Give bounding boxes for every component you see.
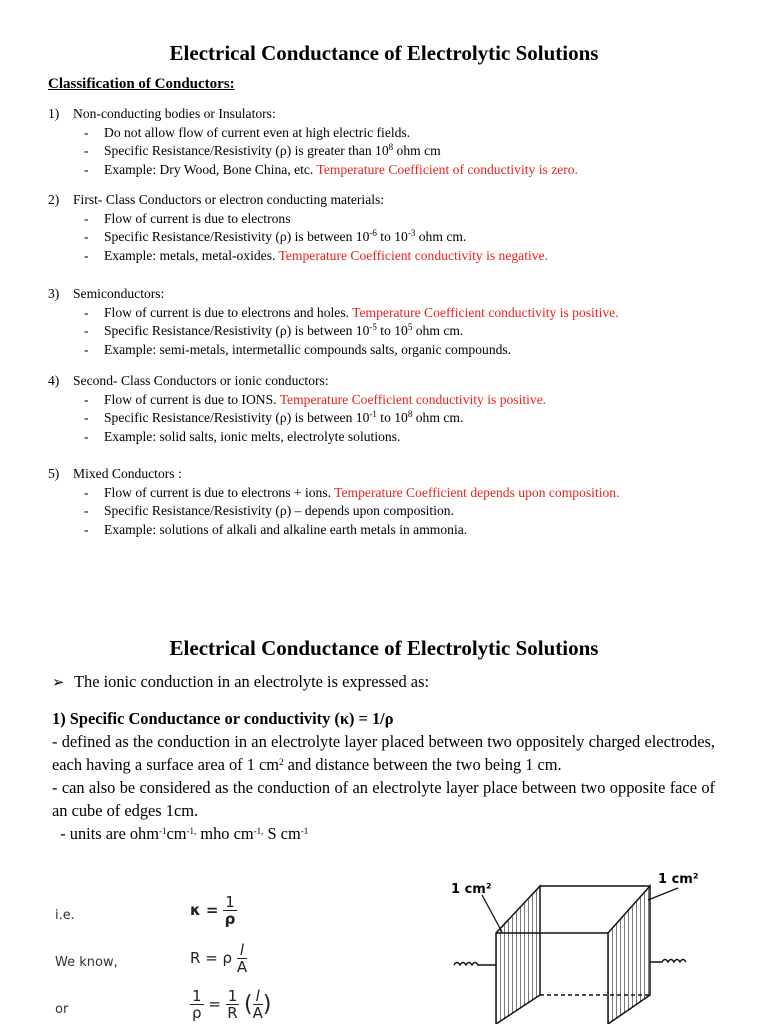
cube-paragraph: - can also be considered as the conduction of an electrolyte layer place between two opposite face of an cube of edges 1cm. — [52, 778, 715, 820]
list-item: - Specific Resistance/Resistivity (ρ) is between $10^{-5}$ to $10^5$ ohm cm. — [84, 322, 464, 339]
list-item: - Example: solid salts, ionic melts, electrolyte solutions. — [84, 428, 401, 444]
section-subtitle: Classification of Conductors: — [48, 76, 235, 92]
list-number: 5) — [48, 466, 60, 481]
resistance-formula: R = ρ $\frac{l}{A}$ — [190, 941, 248, 976]
conductor-class-1 — [48, 105, 738, 179]
conductance-cube-diagram — [440, 870, 740, 1024]
cube-label-left: 1 cm² — [451, 882, 492, 897]
list-item: - Do not allow flow of current even at high electric fields. — [84, 124, 411, 140]
class-heading: Mixed Conductors : — [73, 466, 182, 481]
formula-area — [0, 870, 768, 1024]
list-item: - Specific Resistance/Resistivity (ρ) is between $10^{-1}$ to $10^8$ ohm cm. — [84, 409, 464, 426]
list-item: - Example: solutions of alkali and alkaline earth metals in ammonia. — [84, 521, 468, 537]
list-item: - Flow of current is due to electrons — [84, 210, 291, 226]
specific-conductance-block — [52, 670, 715, 845]
temperature-coefficient-note: Temperature Coefficient conductivity is positive. — [352, 304, 619, 320]
slide-title: Electrical Conductance of Electrolytic Solutions — [169, 636, 599, 660]
list-number: 3) — [48, 286, 60, 301]
page-title: Electrical Conductance of Electrolytic Solutions — [169, 41, 599, 65]
list-item: - Specific Resistance/Resistivity (ρ) is between $10^{-6}$ to $10^{-3}$ ohm cm. — [84, 228, 467, 245]
or-label: or — [55, 1002, 69, 1017]
list-item: - Specific Resistance/Resistivity (ρ) is greater than $10^8$ ohm cm — [84, 142, 441, 159]
left-electrode — [496, 886, 540, 1024]
ie-label: i.e. — [55, 908, 75, 923]
definition-paragraph: - defined as the conduction in an electrolyte layer placed between two oppositely charged electrodes, each having a surface area of 1 $cm^2$ and distance between the two being 1 cm. — [52, 732, 715, 774]
label-leader — [482, 895, 502, 932]
temperature-coefficient-note: Temperature Coefficient of conductivity is zero. — [316, 161, 578, 177]
inverse-formula: $\frac{1}{\rho}$ = $\frac{1}{R}$ ( $\frac{l}{A}$ ) — [192, 987, 272, 1022]
right-wire-icon — [650, 960, 686, 963]
kappa-formula: κ = $\frac{1}{\rho}$ — [190, 893, 236, 928]
list-item: - Specific Resistance/Resistivity (ρ) – depends upon composition. — [84, 503, 454, 519]
list-item: - Example: Dry Wood, Bone China, etc. Temperature Coefficient of conductivity is zero. — [84, 161, 578, 177]
we-know-label: We know, — [55, 955, 118, 970]
list-item: - Flow of current is due to IONS. Temperature Coefficient conductivity is positive. — [84, 391, 547, 407]
list-number: 4) — [48, 373, 60, 388]
intro-line: ➢ The ionic conduction in an electrolyte is expressed as: — [52, 670, 715, 695]
class-heading: Non-conducting bodies or Insulators: — [73, 106, 276, 121]
list-item: - Flow of current is due to electrons and holes. Temperature Coefficient conductivity is positive. — [84, 304, 619, 320]
left-wire-icon — [454, 963, 496, 966]
list-number: 2) — [48, 192, 60, 207]
temperature-coefficient-note: Temperature Coefficient conductivity is negative. — [278, 247, 548, 263]
arrow-bullet-icon: ➢ — [52, 675, 65, 691]
list-item: - Example: semi-metals, intermetallic compounds salts, organic compounds. — [84, 341, 512, 357]
conductor-class-4 — [48, 372, 738, 446]
cube-label-right: 1 cm² — [658, 872, 699, 887]
class-heading: Second- Class Conductors or ionic conductors: — [73, 373, 329, 388]
label-leader — [648, 888, 678, 900]
list-number: 1) — [48, 106, 60, 121]
list-item: - Flow of current is due to electrons + ions. Temperature Coefficient depends upon composition. — [84, 484, 620, 500]
conductor-class-5 — [48, 465, 738, 539]
units-line: - units are $ohm^{-1}cm^{-1,}$ mho $cm^{-1,}$ S $cm^{-1}$ — [52, 824, 309, 843]
temperature-coefficient-note: Temperature Coefficient conductivity is positive. — [279, 391, 547, 407]
list-item: - Example: metals, metal-oxides. Temperature Coefficient conductivity is negative. — [84, 247, 548, 263]
conductor-class-3 — [48, 285, 738, 359]
class-heading: Semiconductors: — [73, 286, 165, 301]
class-heading: First- Class Conductors or electron conducting materials: — [73, 192, 385, 207]
right-electrode — [608, 886, 650, 1024]
temperature-coefficient-note: Temperature Coefficient depends upon composition. — [334, 484, 620, 500]
specific-conductance-heading: 1) Specific Conductance or conductivity (κ) = 1/ρ — [52, 709, 394, 728]
conductor-class-2 — [48, 191, 738, 265]
